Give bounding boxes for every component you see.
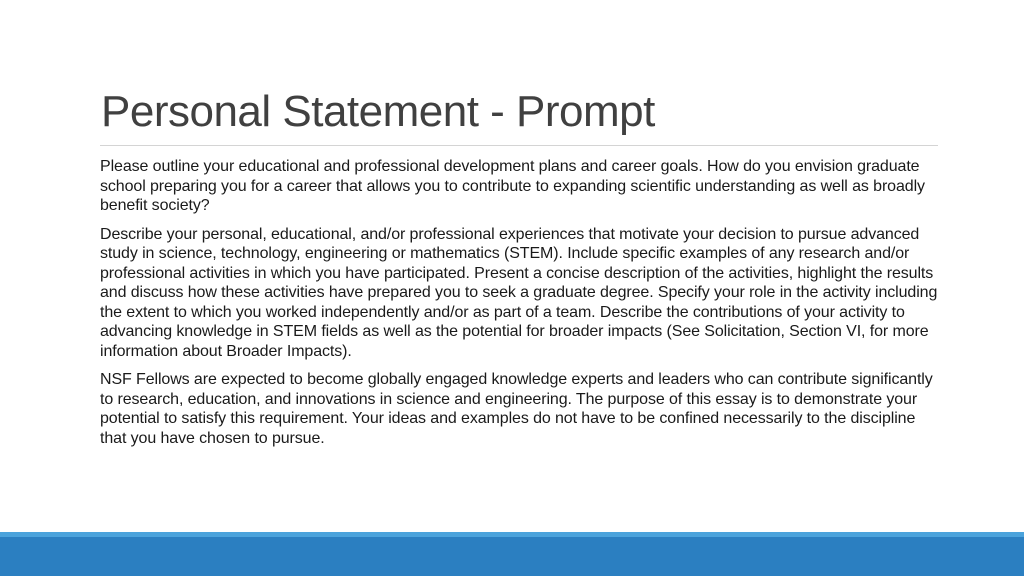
paragraph-nsf-fellows: NSF Fellows are expected to become globally engaged knowledge experts and leaders who can contribute significantly to research, education, and innovations in science and engineering. The purpose of this essay is to demonstrate your potential to satisfy this requirement. Your ideas and examples do not have to be confined necessarily to the discipline that you have chosen to pursue. [100, 371, 933, 447]
paragraph-career-goals: Please outline your educational and professional development plans and career goals. How do you envision graduate school preparing you for a career that allows you to contribute to expanding scientific understanding as well as broadly benefit society? [100, 158, 925, 214]
footer-bar [0, 537, 1024, 576]
title-divider [100, 145, 938, 146]
paragraph-experiences: Describe your personal, educational, and/or professional experiences that motivate your decision to pursue advanced study in science, technology, engineering or mathematics (STEM). Include specific examples of any research and/or professional activities in which you have participated. Present a concise description of the activities, highlight the results and discuss how these activities have prepared you to seek a graduate degree. Specify your role in the activity including the extent to which you worked independently and/or as part of a team. Describe the contributions of your activity to advancing knowledge in STEM fields as well as the potential for broader impacts (See Solicitation, Section VI, for more information about Broader Impacts). [100, 225, 938, 360]
slide-body [100, 157, 940, 457]
slide-title: Personal Statement - Prompt [101, 87, 655, 136]
